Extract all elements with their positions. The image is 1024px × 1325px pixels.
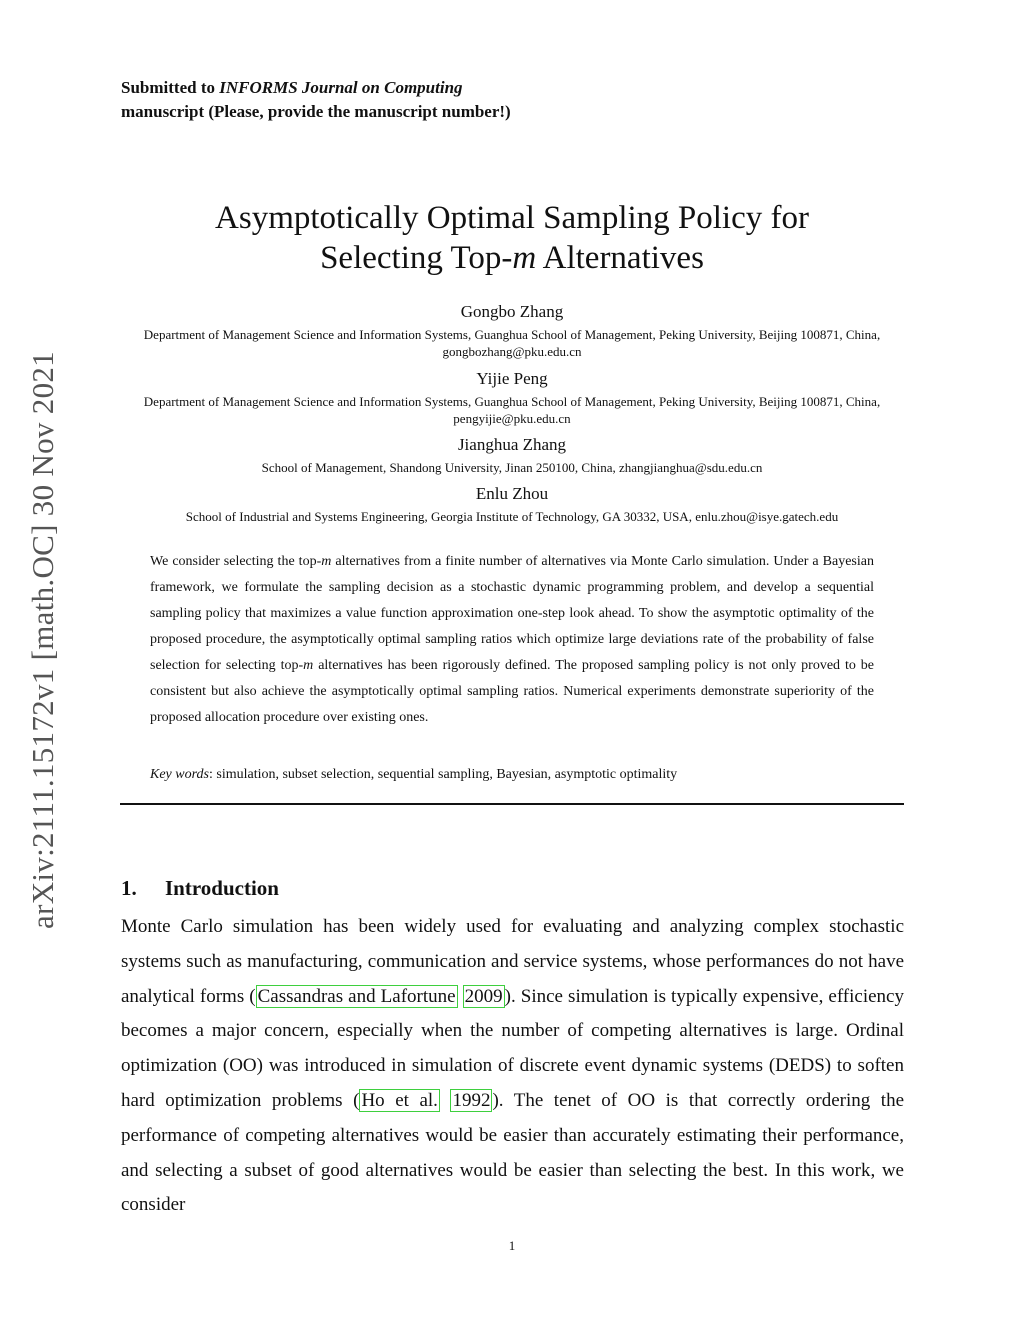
- arxiv-identifier: arXiv:2111.15172v1 [math.OC] 30 Nov 2021: [25, 351, 60, 929]
- journal-line-1: Submitted to INFORMS Journal on Computing: [121, 78, 463, 97]
- citation-year-link[interactable]: 1992: [452, 1089, 491, 1111]
- section-number: 1.: [121, 876, 137, 900]
- author-name: Yijie Peng: [476, 369, 548, 388]
- title-line-2: Selecting Top-m Alternatives: [320, 240, 704, 276]
- author-affiliation: School of Management, Shandong University, Jinan 250100, China, zhangjianghua@sdu.edu.cn: [261, 460, 763, 475]
- author-affiliation: Department of Management Science and Information Systems, Guanghua School of Management, Peking University, Beijing 100871, China, gongbozhang@pku.edu.cn: [143, 327, 881, 359]
- author-affiliation: Department of Management Science and Information Systems, Guanghua School of Management, Peking University, Beijing 100871, China, pengyijie@pku.edu.cn: [143, 394, 881, 426]
- author-block-4: [120, 482, 904, 525]
- page-number: 1: [508, 1238, 516, 1253]
- author-block-1: [120, 300, 904, 360]
- journal-line-2: manuscript (Please, provide the manuscript number!): [121, 102, 511, 121]
- journal-header: [121, 76, 511, 124]
- keywords-label: Key words: [150, 767, 209, 782]
- author-block-2: [120, 367, 904, 427]
- keywords-text: simulation, subset selection, sequential sampling, Bayesian, asymptotic optimality: [216, 767, 678, 782]
- abstract: We consider selecting the top-m alternatives from a finite number of alternatives via Monte Carlo simulation. Under a Bayesian framework, we formulate the sampling decision as a stochastic dynamic programming problem, and develop a sequential sampling policy that maximizes a value function approximation one-step look ahead. To show the asymptotic optimality of the proposed procedure, the asymptotically optimal sampling ratios which optimize large deviations rate of the probability of false selection for selecting top-m alternatives has been rigorously defined. The proposed sampling policy is not only proved to be consistent but also achieve the asymptotically optimal sampling ratios. Numerical experiments demonstrate superiority of the proposed allocation procedure over existing ones.: [150, 554, 874, 725]
- citation-year-link[interactable]: 2009: [464, 985, 503, 1007]
- citation-link[interactable]: Ho et al.: [361, 1089, 438, 1111]
- keywords: Key words: simulation, subset selection, sequential sampling, Bayesian, asymptotic optimality: [150, 767, 678, 782]
- citation-link[interactable]: Cassandras and Lafortune: [257, 985, 456, 1007]
- title-line-1: Asymptotically Optimal Sampling Policy for: [215, 200, 809, 236]
- journal-name: INFORMS Journal on Computing: [219, 78, 463, 97]
- section-heading: [121, 876, 279, 901]
- horizontal-rule: [120, 803, 904, 805]
- introduction-paragraph: Monte Carlo simulation has been widely used for evaluating and analyzing complex stochastic systems such as manufacturing, communication and service systems, whose performances do not have analytical forms ( Cassandras and Lafortune 2009 ). Since simulation is typically expensive, efficiency becomes a major concern, especially when the number of competing alternatives is large. Ordinal optimization (OO) was introduced in simulation of discrete event dynamic systems (DEDS) to soften hard optimization problems ( Ho et al. 1992 ). The tenet of OO is that correctly ordering the performance of competing alternatives would be easier than accurately estimating their performance, and selecting a subset of good alternatives would be easier than selecting the best. In this work, we consider: [121, 916, 904, 1216]
- author-name: Enlu Zhou: [475, 484, 549, 503]
- author-name: Gongbo Zhang: [460, 302, 564, 321]
- author-block-3: [120, 433, 904, 476]
- author-affiliation: School of Industrial and Systems Engineering, Georgia Institute of Technology, GA 30332, USA, enlu.zhou@isye.gatech.edu: [185, 509, 839, 524]
- author-name: Jianghua Zhang: [457, 435, 567, 454]
- section-title: Introduction: [165, 876, 279, 900]
- paper-title: [120, 198, 904, 278]
